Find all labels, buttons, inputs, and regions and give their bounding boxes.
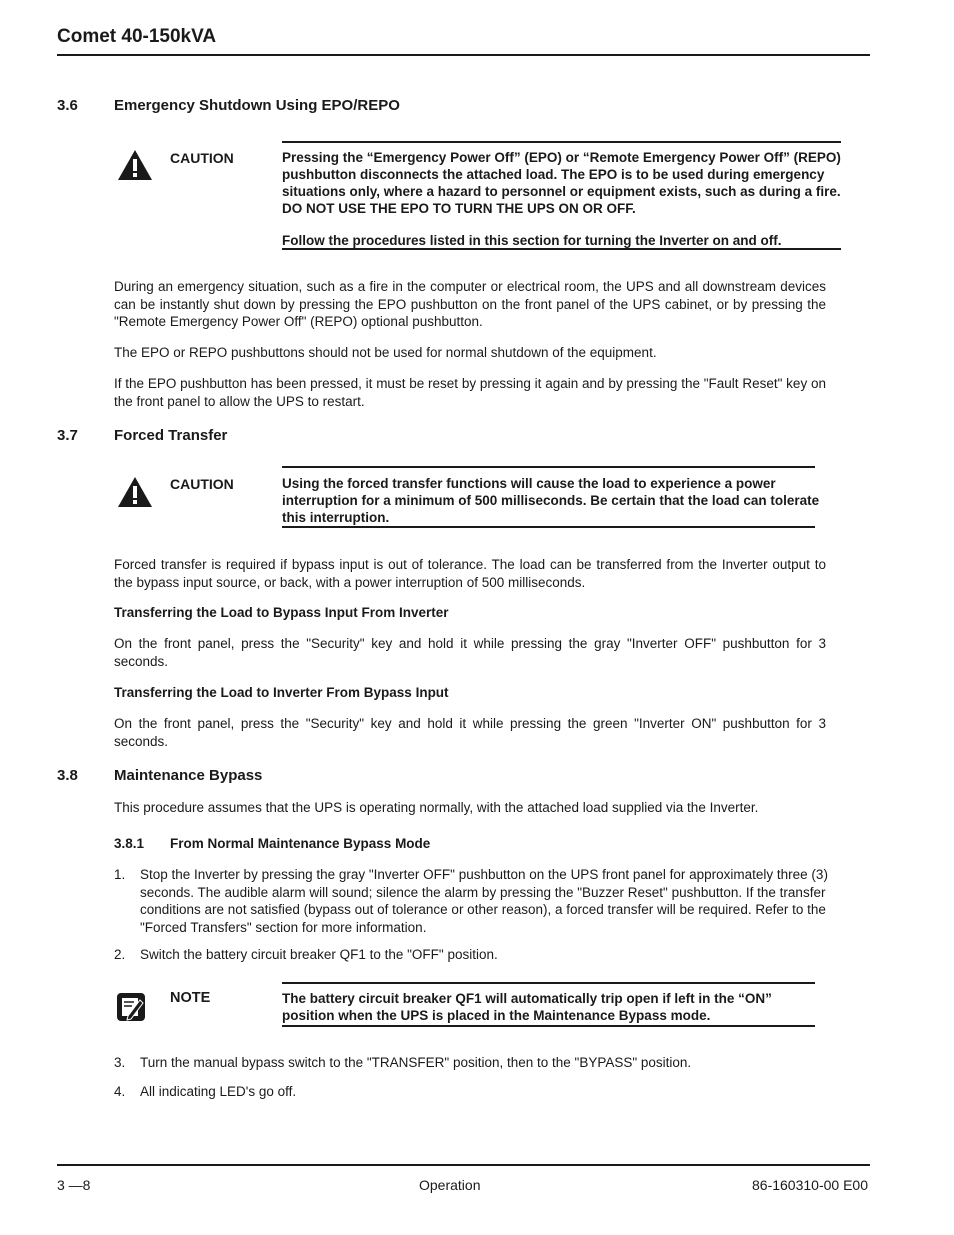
section-title: Forced Transfer <box>114 427 228 444</box>
callout-bottom-rule <box>282 526 815 528</box>
list-item <box>114 1054 828 1072</box>
paragraph: This procedure assumes that the UPS is operating normally, with the attached load supplied via the Inverter. <box>114 800 759 815</box>
caution-text: Using the forced transfer functions will cause the load to experience a power interruption for a minimum of 500 milliseconds. Be certain that the load can tolerate this interruption. <box>282 476 820 525</box>
section-number: 3.8.1 <box>114 836 145 851</box>
callout-bottom-rule <box>282 248 841 250</box>
paragraph: On the front panel, press the "Security" key and hold it while pressing the green "Inverter ON" pushbutton for 3 seconds. <box>114 716 826 749</box>
footer-page-number: 3 —8 <box>57 1177 91 1193</box>
paragraph: The EPO or REPO pushbuttons should not be used for normal shutdown of the equipment. <box>114 345 657 360</box>
header-rule <box>57 54 870 56</box>
paragraph: During an emergency situation, such as a fire in the computer or electrical room, the UPS and all downstream devices can be instantly shut down by pressing the EPO pushbutton on the front panel of the UPS cabinet, or by pressing the "Remote Emergency Power Off" (REPO) optional pushbutton. <box>114 279 826 329</box>
footer-section: Operation <box>419 1177 481 1193</box>
caution-label: CAUTION <box>170 150 234 166</box>
list-item-text: Turn the manual bypass switch to the "TRANSFER" position, then to the "BYPASS" position. <box>140 1055 692 1070</box>
paragraph: If the EPO pushbutton has been pressed, it must be reset by pressing it again and by pressing the "Fault Reset" key on the front panel to allow the UPS to restart. <box>114 376 826 409</box>
warning-triangle-icon <box>117 476 153 508</box>
paragraph: On the front panel, press the "Security" key and hold it while pressing the gray "Inverter OFF" pushbutton for 3 seconds. <box>114 636 826 669</box>
callout-top-rule <box>282 982 815 984</box>
caution-text: Pressing the “Emergency Power Off” (EPO) or “Remote Emergency Power Off” (REPO) pushbutton disconnects the attached load. The EPO is to be used during emergency situations only, where a hazard to personnel or equipment exists, such as during a fire. DO NOT USE THE EPO TO TURN THE UPS ON OR OFF. <box>282 150 841 216</box>
note-text: The battery circuit breaker QF1 will automatically trip open if left in the “ON” position when the UPS is placed in the Maintenance Bypass mode. <box>282 991 772 1023</box>
list-item-number: 2. <box>114 947 126 962</box>
section-title: Maintenance Bypass <box>114 767 263 784</box>
list-item <box>114 1083 828 1101</box>
note-pencil-icon <box>116 992 146 1022</box>
list-item-number: 3. <box>114 1055 126 1070</box>
list-item-number: 4. <box>114 1084 126 1099</box>
section-number: 3.8 <box>57 767 78 784</box>
section-number: 3.6 <box>57 97 78 114</box>
warning-triangle-icon <box>117 149 153 181</box>
header-title: Comet 40-150kVA <box>57 26 217 47</box>
caution-followup-text: Follow the procedures listed in this section for turning the Inverter on and off. <box>282 233 782 248</box>
callout-bottom-rule <box>282 1025 815 1027</box>
subheading: Transferring the Load to Inverter From Bypass Input <box>114 685 449 700</box>
paragraph: Forced transfer is required if bypass input is out of tolerance. The load can be transferred from the Inverter output to the bypass input source, or back, with a power interruption of 500 milliseconds. <box>114 557 826 590</box>
list-item-number: 1. <box>114 867 126 882</box>
subheading: Transferring the Load to Bypass Input From Inverter <box>114 605 449 620</box>
caution-label: CAUTION <box>170 476 234 492</box>
section-title: From Normal Maintenance Bypass Mode <box>170 836 431 851</box>
list-item <box>114 946 828 964</box>
section-title: Emergency Shutdown Using EPO/REPO <box>114 97 400 114</box>
footer-rule <box>57 1164 870 1166</box>
callout-top-rule <box>282 466 815 468</box>
list-item <box>114 866 828 936</box>
list-item-text: Stop the Inverter by pressing the gray "Inverter OFF" pushbutton on the UPS front panel for approximately three (3) seconds. The audible alarm will sound; silence the alarm by pressing the "Buzzer Reset" pushbutton. If the transfer conditions are not satisfied (bypass out of tolerance or other reason), a forced transfer will be required. Refer to the "Forced Transfers" section for more information. <box>140 867 828 935</box>
section-number: 3.7 <box>57 427 78 444</box>
note-label: NOTE <box>170 990 211 1006</box>
list-item-text: Switch the battery circuit breaker QF1 to the "OFF" position. <box>140 947 498 962</box>
list-item-text: All indicating LED's go off. <box>140 1084 297 1099</box>
footer-doc-number: 86-160310-00 E00 <box>752 1177 868 1193</box>
callout-top-rule <box>282 141 841 143</box>
